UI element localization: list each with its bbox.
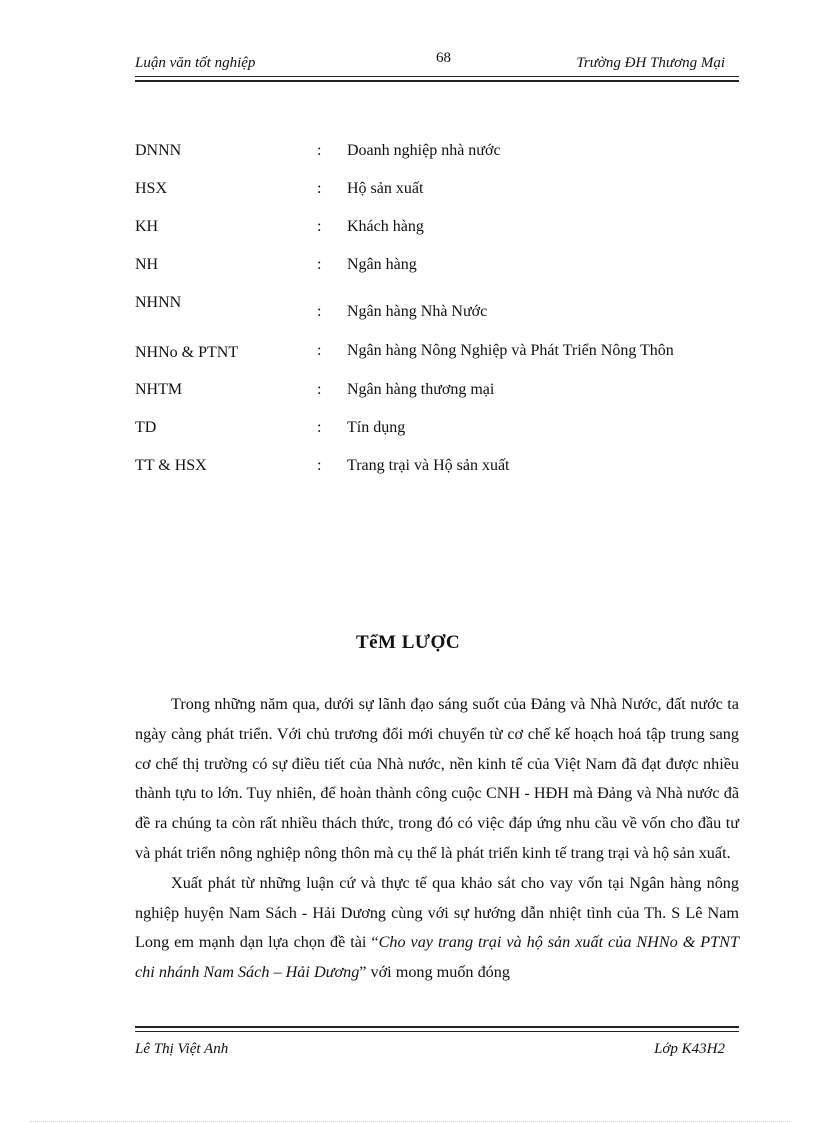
page-number: 68 [436,50,451,66]
abbreviation-meaning: Ngân hàng [347,256,417,273]
abbreviation-term: KH [135,218,159,235]
abbreviation-separator: : [317,342,322,359]
abbreviation-meaning: Tín dụng [347,419,406,436]
abbreviation-separator: : [317,218,322,235]
abbreviation-term: TD [135,419,157,436]
abbreviation-meaning: Khách hàng [347,218,424,235]
header-university-label: Trường ĐH Thương Mại [576,55,725,71]
abbreviation-term: DNNN [135,142,182,159]
header-thesis-label: Luận văn tốt nghiệp [135,55,256,71]
section-title: TểM LƯỢC [355,632,461,653]
footer-class: Lớp K43H2 [654,1041,725,1057]
paragraph-text: ” với mong muốn đóng [359,963,510,982]
page-edge [30,1121,790,1122]
abbreviation-separator: : [317,256,322,273]
abbreviation-term: NHTM [135,381,183,398]
abbreviation-term: NH [135,256,159,273]
abbreviation-meaning: Doanh nghiệp nhà nước [347,142,501,159]
abbreviation-separator: : [317,419,322,436]
footer-rule-thick [135,1026,739,1028]
footer-rule-thin [135,1031,739,1032]
abbreviation-separator: : [317,180,322,197]
header-rule-thick [135,80,739,82]
abbreviation-meaning: Ngân hàng Nhà Nước [347,303,488,320]
abbreviation-meaning: Hộ sản xuất [347,180,424,197]
abbreviation-separator: : [317,303,322,320]
abbreviation-term: HSX [135,180,168,197]
summary-body [135,690,739,988]
abbreviation-term: NHNN [135,294,182,311]
abbreviation-term: NHNo & PTNT [135,344,239,361]
abbreviation-term: TT & HSX [135,457,207,474]
abbreviation-meaning: Ngân hàng thương mại [347,381,495,398]
abbreviation-separator: : [317,457,322,474]
paragraph-text: Xuất phát từ những luận cứ và thực tế qua khảo sát cho vay vốn tại Ngân hàng nông nghiệp huyện Nam Sách - Hải Dương cùng với sự hướng dẫn nhiệt tình của Th. S Lê Nam Long em mạnh dạn lựa chọn đề tài “ [135,873,739,952]
abbreviation-separator: : [317,142,322,159]
header-rule-thin [135,76,739,77]
thesis-topic: Cho vay trang trại và hộ sản xuất của NHNo & PTNT chi nhánh Nam Sách – Hải Dương [135,933,739,982]
abbreviation-meaning: Trang trại và Hộ sản xuất [347,457,510,474]
footer-author: Lê Thị Việt Anh [135,1041,229,1057]
paragraph: Trong những năm qua, dưới sự lãnh đạo sáng suốt của Đảng và Nhà Nước, đất nước ta ngày càng phát triển. Với chủ trương đổi mới chuyển từ cơ chế kế hoạch hoá tập trung sang cơ chế thị trường có sự điều tiết của Nhà nước, nền kinh tế của Việt Nam đã đạt được nhiều thành tựu to lớn. Tuy nhiên, để hoàn thành công cuộc CNH - HĐH mà Đảng và Nhà nước đã đề ra chúng ta còn rất nhiều thách thức, trong đó có việc đáp ứng nhu cầu về vốn cho đầu tư và phát triển nông nghiệp nông thôn mà cụ thể là phát triển kinh tế trang trại và hộ sản xuất. [135,695,739,862]
abbreviation-separator: : [317,381,322,398]
abbreviation-meaning: Ngân hàng Nông Nghiệp và Phát Triển Nông Thôn [347,342,674,359]
paragraph [135,869,739,988]
